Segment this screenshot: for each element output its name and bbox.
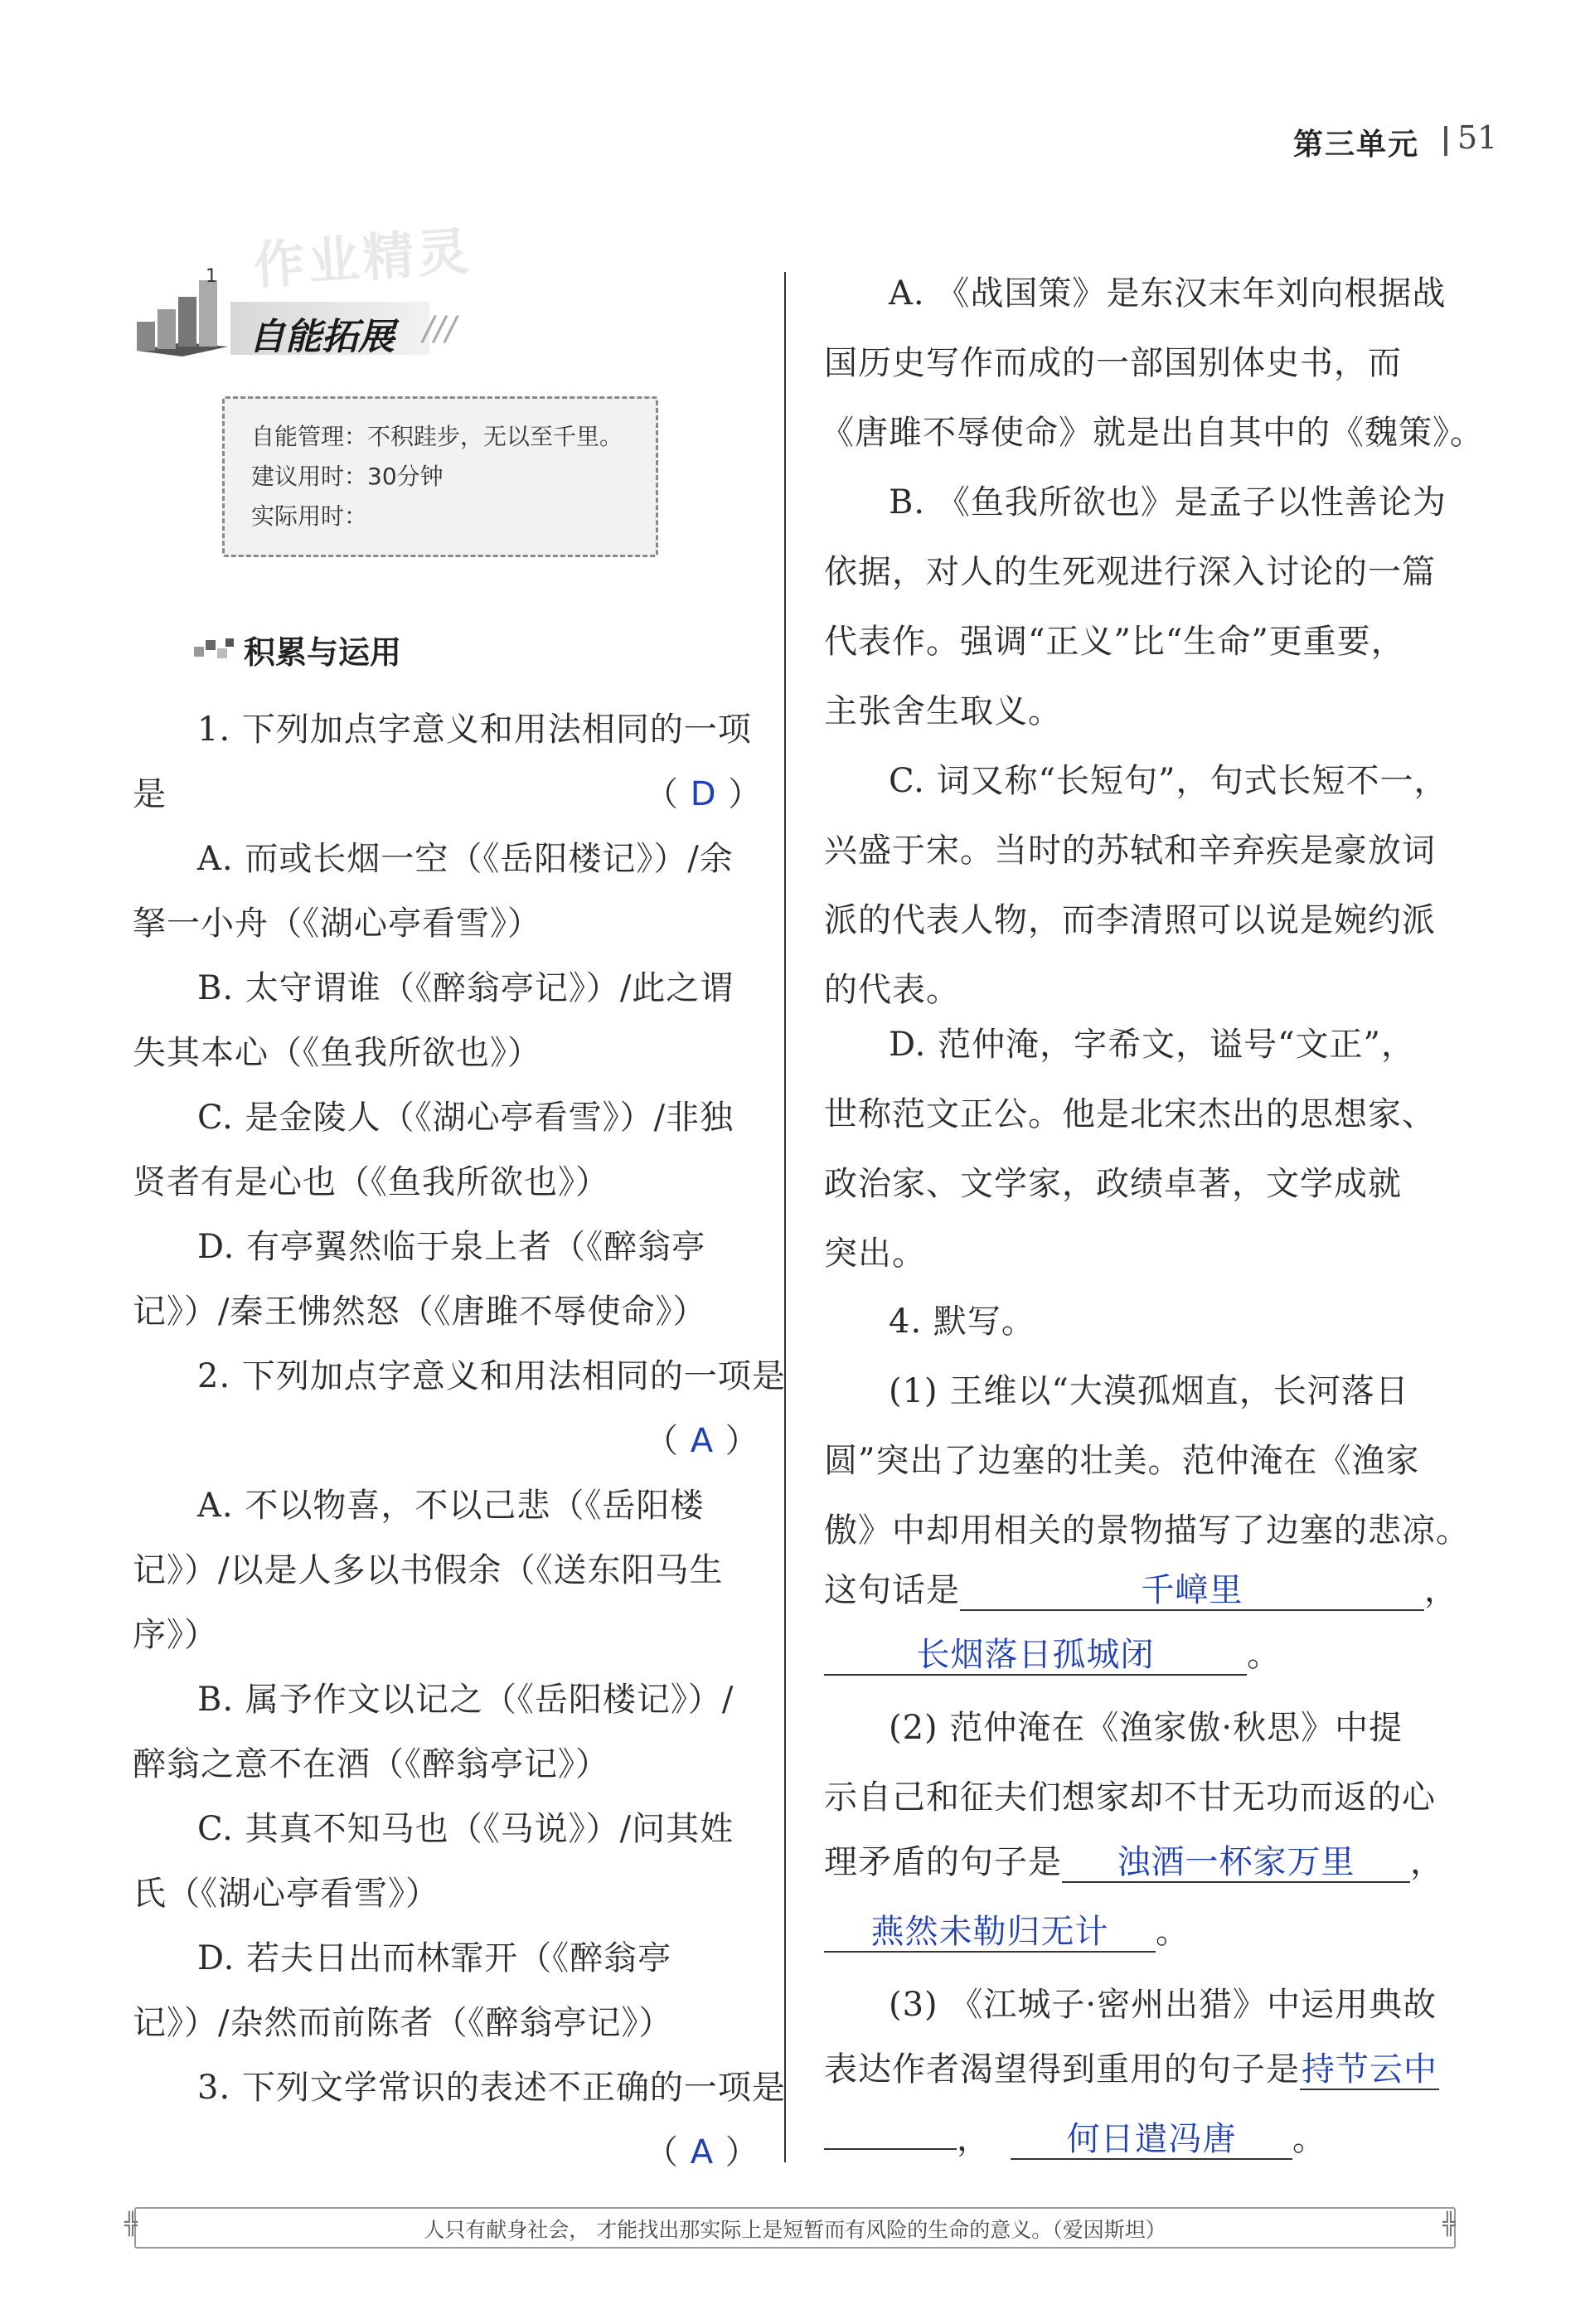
q4-part-1-cont2: 傲》中却用相关的景物描写了边塞的悲凉。 <box>824 1511 1470 1550</box>
section-banner <box>133 264 464 371</box>
period: 。 <box>1247 1636 1281 1674</box>
q4-part-1-line5 <box>824 1632 1281 1678</box>
q2-option-a-cont: 记》）/以是人多以书假余（《送东阳马生 <box>133 1551 724 1589</box>
q3-option-b-cont3: 主张舍生取义。 <box>824 692 1062 730</box>
answer-blank-5-cont[interactable] <box>824 2148 957 2150</box>
header-divider <box>1444 126 1447 156</box>
q2-option-d-cont: 记》）/杂然而前陈者（《醉翁亭记》） <box>133 2004 673 2042</box>
q4-part-2: (2) 范仲淹在《渔家傲·秋思》中提 <box>889 1709 1403 1747</box>
answer-blank-4[interactable]: 燕然未勒归无计 <box>824 1913 1156 1953</box>
q3-option-c: C. 词又称“长短句”，句式长短不一， <box>889 762 1448 800</box>
prompt-text: 表达作者渴望得到重用的句子是 <box>824 2050 1300 2089</box>
question-2-stem: 2. 下列加点字意义和用法相同的一项是 <box>197 1357 786 1395</box>
q1-option-b-cont: 失其本心（《鱼我所欲也》） <box>133 1034 541 1072</box>
q4-part-1-line4 <box>824 1567 1458 1613</box>
prompt-text: 理矛盾的句子是 <box>824 1843 1062 1881</box>
time-info-box <box>222 396 658 557</box>
answer-blank-3[interactable]: 浊酒一杯家万里 <box>1062 1843 1410 1883</box>
footer-quote-box <box>134 2207 1456 2249</box>
q3-option-d: D. 范仲淹，字希文，谥号“文正”， <box>889 1026 1415 1064</box>
q1-option-a: A. 而或长烟一空（《岳阳楼记》）/余 <box>197 840 734 878</box>
comma: ， <box>1410 1843 1444 1881</box>
q3-option-b-cont2: 代表作。强调“正义”比“生命”更重要， <box>824 623 1405 661</box>
answer-value: A <box>690 1422 715 1460</box>
footer-ornament-left: ╬ <box>124 2212 138 2237</box>
answer-value: D <box>690 775 717 813</box>
question-1-answer: （ D ） <box>645 775 763 813</box>
q3-option-a: A. 《战国策》是东汉末年刘向根据战 <box>889 274 1447 313</box>
q2-option-a: A. 不以物喜，不以己悲（《岳阳楼 <box>197 1487 705 1525</box>
question-3-answer: （ A ） <box>645 2133 759 2171</box>
q1-option-b: B. 太守谓谁（《醉翁亭记》）/此之谓 <box>197 969 734 1007</box>
q2-option-c-cont: 氏（《湖心亭看雪》） <box>133 1875 439 1913</box>
q3-option-d-cont2: 政治家、文学家，政绩卓著，文学成就 <box>824 1165 1402 1203</box>
q2-option-a-cont2: 序》） <box>133 1616 218 1654</box>
info-line: 实际用时： <box>251 502 368 530</box>
q1-option-d-cont: 记》）/秦王怫然怒（《唐雎不辱使命》） <box>133 1293 707 1331</box>
q4-part-1: (1) 王维以“大漠孤烟直，长河落日 <box>889 1372 1409 1410</box>
q1-option-c: C. 是金陵人（《湖心亭看雪》）/非独 <box>197 1099 734 1137</box>
q4-part-2-line4 <box>824 1909 1190 1955</box>
svg-text:1: 1 <box>206 266 217 287</box>
q4-part-3-line2 <box>824 2046 1439 2093</box>
answer-blank-6[interactable]: 何日遣冯唐 <box>1011 2120 1292 2160</box>
q3-option-c-cont2: 派的代表人物，而李清照可以说是婉约派 <box>824 901 1436 939</box>
answer-blank-5[interactable]: 持节云中 <box>1302 2050 1437 2089</box>
period: 。 <box>1156 1913 1190 1951</box>
q4-part-3-line3 <box>824 2116 1326 2162</box>
squares-icon <box>192 632 237 665</box>
q3-option-c-cont3: 的代表。 <box>824 971 960 1009</box>
answer-blank-1[interactable]: 千嶂里 <box>960 1571 1424 1611</box>
prompt-text: 这句话是 <box>824 1571 960 1609</box>
q4-part-3: (3) 《江城子·密州出猎》中运用典故 <box>889 1986 1437 2024</box>
bar-graph-icon <box>133 264 232 371</box>
q4-part-2-line3 <box>824 1839 1444 1885</box>
question-2-answer: （ A ） <box>645 1422 759 1460</box>
period: 。 <box>1292 2120 1326 2158</box>
footer-quote: 人只有献身社会， 才能找出那实际上是短暂而有风险的生命的意义。（爱因斯坦） <box>424 2218 1166 2242</box>
answer-value: A <box>690 2133 715 2171</box>
q3-option-b-cont: 依据，对人的生死观进行深入讨论的一篇 <box>824 553 1436 591</box>
q3-option-b: B. 《鱼我所欲也》是孟子以性善论为 <box>889 483 1447 522</box>
column-divider <box>784 272 786 2162</box>
question-1-stem-cont: 是 <box>133 775 167 813</box>
section-title: 自能拓展 <box>249 316 395 358</box>
answer-blank-2[interactable]: 长烟落日孤城闭 <box>824 1636 1247 1676</box>
q3-option-a-cont: 国历史写作而成的一部国别体史书，而 <box>824 344 1402 382</box>
watermark: 作业精灵 <box>251 220 474 297</box>
q1-option-c-cont: 贤者有是心也（《鱼我所欲也》） <box>133 1163 609 1201</box>
q2-option-b: B. 属予作文以记之（《岳阳楼记》）/ <box>197 1681 734 1719</box>
unit-label: 第三单元 <box>1293 128 1420 162</box>
q3-option-d-cont3: 突出。 <box>824 1235 926 1273</box>
title-slashes: /// <box>423 310 457 348</box>
q1-option-a-cont: 拏一小舟（《湖心亭看雪》） <box>133 905 541 943</box>
q2-option-c: C. 其真不知马也（《马说》）/问其姓 <box>197 1810 734 1848</box>
info-line: 建议用时：30分钟 <box>251 463 444 490</box>
q3-option-a-cont2: 《唐雎不辱使命》就是出自其中的《魏策》。 <box>821 414 1484 452</box>
q2-option-b-cont: 醉翁之意不在酒（《醉翁亭记》） <box>133 1745 609 1783</box>
q4-part-2-cont: 示自己和征夫们想家却不甘无功而返的心 <box>824 1778 1436 1817</box>
q2-option-d: D. 若夫日出而林霏开（《醉翁亭 <box>197 1939 672 1977</box>
comma: ， <box>1424 1571 1458 1609</box>
page-header <box>1285 118 1558 166</box>
q4-part-1-cont: 圆”突出了边塞的壮美。范仲淹在《渔家 <box>824 1442 1420 1480</box>
info-line: 自能管理：不积跬步，无以至千里。 <box>251 423 623 450</box>
q3-option-c-cont: 兴盛于宋。当时的苏轼和辛弃疾是豪放词 <box>824 832 1436 870</box>
page-number: 51 <box>1457 119 1498 156</box>
footer-ornament-right: ╬ <box>1442 2212 1456 2237</box>
subsection-title: 积累与运用 <box>244 634 402 671</box>
q1-option-d: D. 有亭翼然临于泉上者（《醉翁亭 <box>197 1228 706 1266</box>
question-1-stem: 1. 下列加点字意义和用法相同的一项 <box>197 711 752 749</box>
comma: ， <box>957 2120 991 2158</box>
question-3-stem: 3. 下列文学常识的表述不正确的一项是 <box>197 2069 786 2107</box>
question-4-stem: 4. 默写。 <box>889 1303 1035 1341</box>
q3-option-d-cont: 世称范文正公。他是北宋杰出的思想家、 <box>824 1095 1436 1133</box>
